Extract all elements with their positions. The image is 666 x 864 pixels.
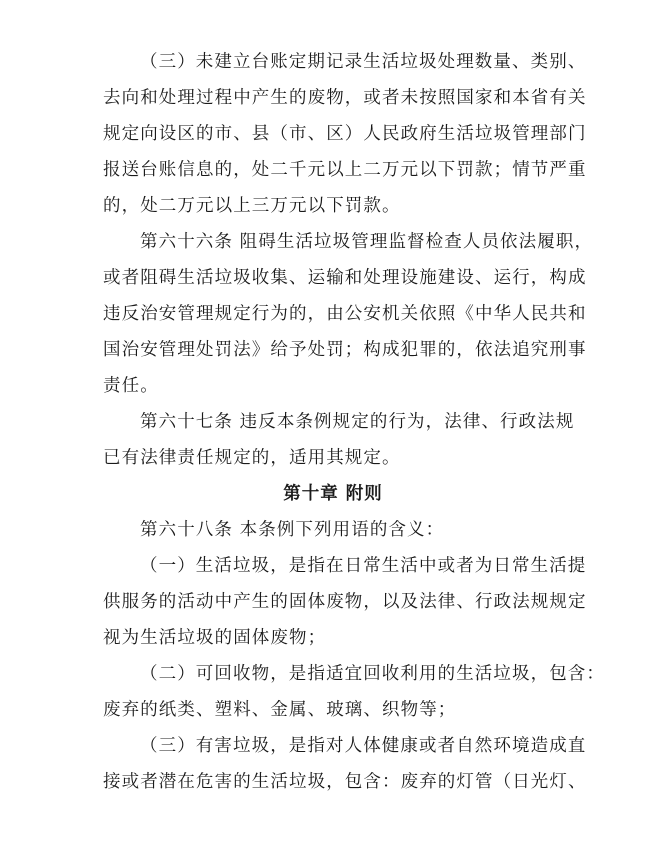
paragraph-line: 报送台账信息的，处二千元以上二万元以下罚款；情节严重 <box>103 160 587 180</box>
paragraph-line: 供服务的活动中产生的固体废物，以及法律、行政法规规定 <box>103 592 587 612</box>
article-67-line: 第六十七条 违反本条例规定的行为，法律、行政法规 <box>140 412 575 432</box>
article-68-line: 第六十八条 本条例下列用语的含义： <box>140 520 445 540</box>
paragraph-line: 规定向设区的市、县（市、区）人民政府生活垃圾管理部门 <box>103 124 587 144</box>
paragraph-line: 的，处二万元以上三万元以下罚款。 <box>103 196 401 216</box>
paragraph-line: （二）可回收物，是指适宜回收利用的生活垃圾，包含： <box>140 664 605 684</box>
paragraph-line: 接或者潜在危害的生活垃圾，包含：废弃的灯管（日光灯、 <box>103 772 587 792</box>
article-66-line: 第六十六条 阻碍生活垃圾管理监督检查人员依法履职， <box>140 232 594 252</box>
paragraph-line: 国治安管理处罚法》给予处罚；构成犯罪的，依法追究刑事 <box>103 340 587 360</box>
paragraph-line: 违反治安管理规定行为的，由公安机关依照《中华人民共和 <box>103 304 587 324</box>
chapter-heading: 第十章 附则 <box>283 484 383 504</box>
paragraph-line: （一）生活垃圾，是指在日常生活中或者为日常生活提 <box>140 556 587 576</box>
paragraph-line: 或者阻碍生活垃圾收集、运输和处理设施建设、运行，构成 <box>103 268 587 288</box>
paragraph-line: 去向和处理过程中产生的废物，或者未按照国家和本省有关 <box>103 88 587 108</box>
paragraph-line: 废弃的纸类、塑料、金属、玻璃、织物等； <box>103 700 457 720</box>
paragraph-line: 已有法律责任规定的，适用其规定。 <box>103 448 401 468</box>
paragraph-line: （三）未建立台账定期记录生活垃圾处理数量、类别、 <box>140 52 587 72</box>
paragraph-line: （三）有害垃圾，是指对人体健康或者自然环境造成直 <box>140 736 587 756</box>
paragraph-line: 责任。 <box>103 376 159 396</box>
paragraph-line: 视为生活垃圾的固体废物； <box>103 628 327 648</box>
